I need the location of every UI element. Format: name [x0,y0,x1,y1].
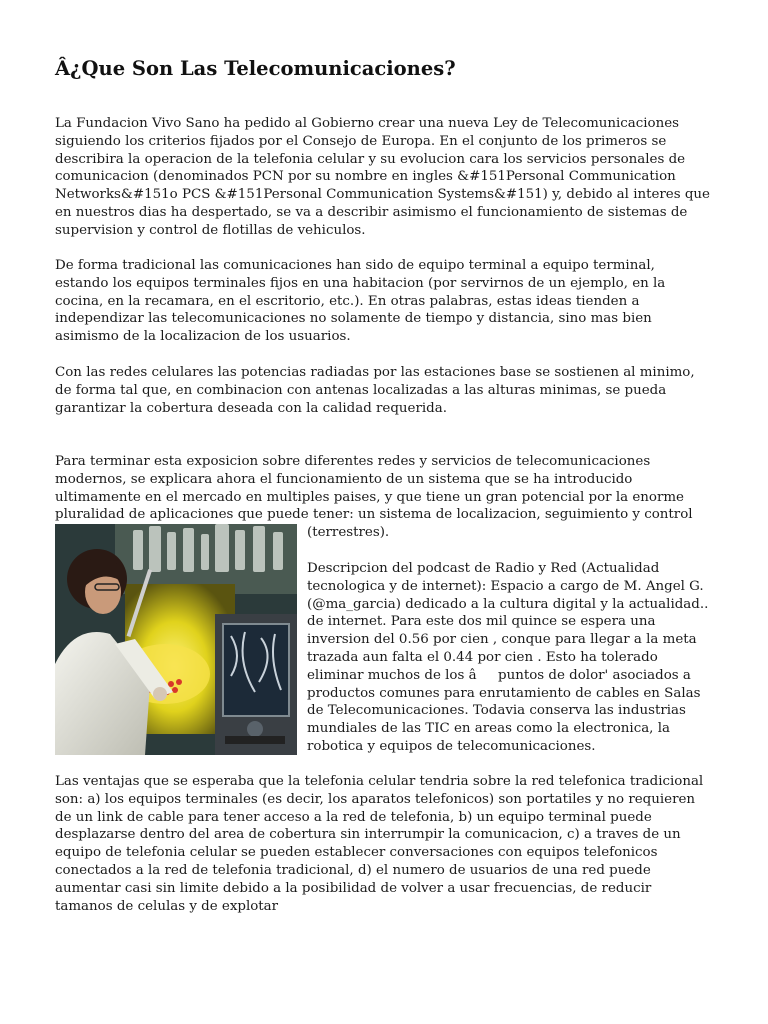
page-title: Â¿Que Son Las Telecomunicaciones? [55,57,456,80]
paragraph-terrestres: (terrestres). [307,525,390,540]
paragraph-ventajas: Las ventajas que se esperaba que la telefonia celular tendria sobre la red telefonica tradicional son: a) los equipos terminales (es decir, los aparatos telefonicos) son portatiles y no requieren de un link de cable para tener acceso a la red de telefonia, b) un equipo terminal puede desplazarse dentro del area de cobertura sin interrumpir la comunicacion, c) a traves de un equipo de telefonia celular se pueden establecer conversaciones con equipos telefonicos conectados a la red de telefonia tradicional, d) el numero de usuarios de una red puede aumentar casi sin limite debido a la posibilidad de volver a usar frecuencias, de reducir tamanos de celulas y de explotar [55,774,704,914]
paragraph-forma-tradicional: De forma tradicional las comunicaciones han sido de equipo terminal a equipo terminal, estando los equipos terminales fijos en una habitacion (por servirnos de un ejemplo, en la cocina, en la recamara, en el escritorio, etc.). En otras palabras, estas ideas tienden a independizar las telecomunicaciones no solamente de tiempo y distancia, sino mas bien asimismo de la localizacion de los usuarios. [55,258,666,345]
paragraph-fundacion: La Fundacion Vivo Sano ha pedido al Gobierno crear una nueva Ley de Telecomunicaciones siguiendo los criterios fijados por el Consejo de Europa. En el conjunto de los primeros se describira la operacion de la telefonia celular y su evolucion cara los servicios personales de comunicacion (denominados PCN por su nombre en ingles &#151Personal Communication Networks&#151o PCS &#151Personal Communication Systems&#151) y, debido al interes que en nuestros dias ha despertado, se va a describir asimismo el funcionamiento de sistemas de supervision y control de flotillas de vehiculos. [55,116,710,238]
paragraph-podcast: Descripcion del podcast de Radio y Red (Actualidad tecnologica y de internet): Espacio a cargo de M. Angel G. (@ma_garcia) dedicado a la cultura digital y la actualidad.. de internet. Para este dos mil quince se espera una inversion del 0.56 por cien , conque para llegar a la meta trazada aun falta el 0.44 por cien . Esto ha tolerado eliminar muchos de los âpuntos de dolor' asociados a productos comunes para enrutamiento de cables en Salas de Telecomunicaciones. Todavia conserva las industrias mundiales de las TIC en areas como la electronica, la robotica y equipos de telecomunicaciones. [307,561,709,754]
lab-photo-illustration [55,524,297,755]
paragraph-redes-celulares: Con las redes celulares las potencias radiadas por las estaciones base se sostienen al minimo, de forma tal que, en combinacion con antenas localizadas a las alturas minimas, se pueda garantizar la cobertura deseada con la calidad requerida. [55,365,695,416]
paragraph-para-terminar: Para terminar esta exposicion sobre diferentes redes y servicios de telecomunicaciones modernos, se explicara ahora el funcionamiento de un sistema que se ha introducido ultimamente en el mercado en multiples paises, y que tiene un gran potencial por la enorme pluralidad de aplicaciones que puede tener: un sistema de localizacion, seguimiento y control [55,454,693,523]
lab-photo [55,524,297,755]
